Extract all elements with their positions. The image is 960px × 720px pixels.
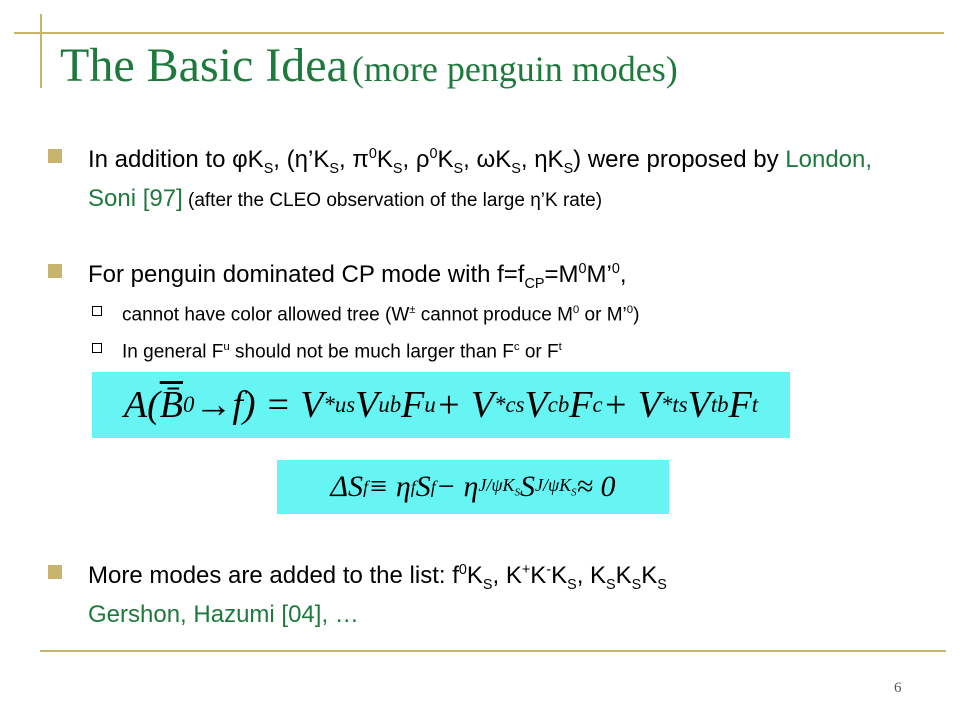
subbullet-marker-1 (92, 306, 102, 316)
bullet-1-note: (after the CLEO observation of the large η’K rate) (182, 189, 603, 211)
bullet-3-authors: Gershon, Hazumi [04], … (88, 600, 359, 628)
subbullet-2-text: In general $F^u$ should not be much larger than $F^c$ or $F^t$ (122, 341, 562, 363)
bullet-marker-2 (48, 264, 62, 278)
slide-title (60, 38, 678, 93)
subbullet-1-text: cannot have color allowed tree (W± cannot produce $M^0$ or M’$^0$) (122, 304, 640, 326)
subbullet-marker-2 (92, 343, 102, 353)
frame-vertical-line (40, 14, 42, 88)
delta-s-equation: ΔS f ≡ η f S f − η $J/\psi K_S$ S $J/\psi K_S$ ≈ 0 (277, 460, 669, 514)
page-number: 6 (894, 680, 902, 696)
title-main: The Basic Idea (60, 39, 348, 92)
amplitude-equation: A( B̄ 0 → f ) = V * us V ub F u + V * cs V cb F c + V * ts V tb F t (92, 372, 790, 438)
bullet-marker-3 (48, 565, 62, 579)
frame-bottom-line (40, 650, 946, 652)
bullet-2-text: For penguin dominated CP mode with $f=f_{CP}=M^0M’^0$, (88, 261, 627, 292)
bullet-marker-1 (48, 149, 62, 163)
title-subtitle: (more penguin modes) (351, 49, 678, 89)
bullet-1-text: In addition to $\varphi K_S$, ($\eta’K_S$, $\pi^0K_S$, $\rho^0K_S$, $\omega K_S$, $\eta K_S$) were proposed by London, Soni [97] (after the CLEO observation of the large η’K rate) (88, 146, 873, 212)
bullet-3-text: More modes are added to the list: $f^0K_S$, $K^+K^-K_S$, $K_SK_SK_S$ Gershon, Hazumi [04], … (88, 562, 667, 628)
frame-top-line (14, 32, 944, 34)
bullet-1-authors: London, Soni [97] (88, 146, 873, 212)
